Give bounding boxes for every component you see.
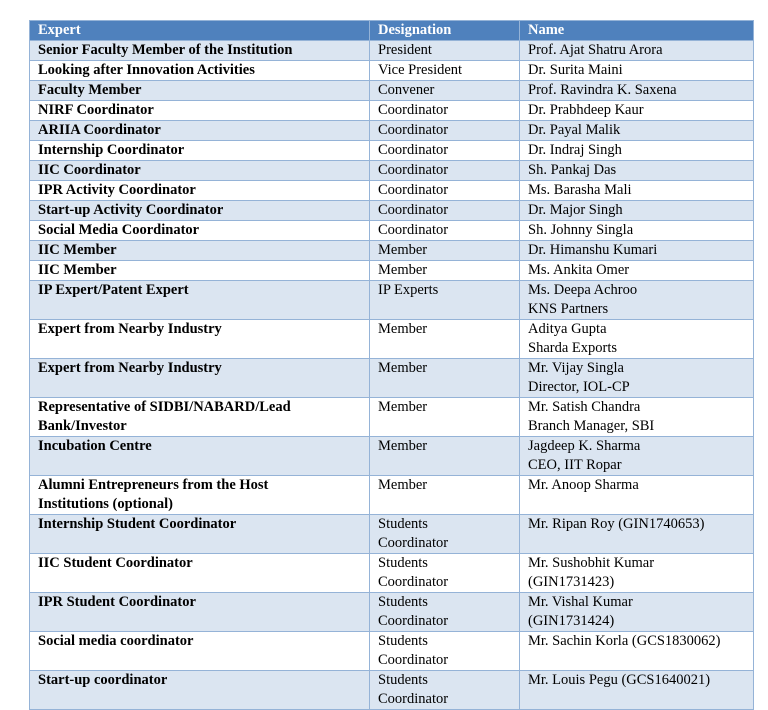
expert-text: Start-up coordinator — [38, 672, 168, 688]
designation-cell — [370, 221, 520, 241]
name-text: Dr. Surita Maini — [528, 62, 623, 78]
designation-text: Students — [378, 672, 428, 688]
name-text: Mr. Ripan Roy (GIN1740653) — [528, 516, 705, 532]
designation-text: Coordinator — [378, 222, 449, 238]
designation-cell — [370, 61, 520, 81]
name-text: Mr. Satish Chandra — [528, 399, 641, 415]
designation-cell — [370, 593, 520, 632]
name-cell — [520, 81, 754, 101]
expert-cell — [30, 201, 370, 221]
expert-cell — [30, 671, 370, 710]
header-row — [30, 21, 754, 41]
name-text: Sharda Exports — [528, 340, 617, 356]
designation-text: Coordinator — [378, 691, 449, 707]
designation-text: Convener — [378, 82, 435, 98]
table-row — [30, 593, 754, 632]
expert-cell — [30, 632, 370, 671]
expert-text: IIC Member — [38, 242, 117, 258]
expert-cell — [30, 437, 370, 476]
expert-text: IIC Coordinator — [38, 162, 141, 178]
designation-text: Coordinator — [378, 202, 449, 218]
name-cell — [520, 554, 754, 593]
name-text: Dr. Prabhdeep Kaur — [528, 102, 644, 118]
name-text: CEO, IIT Ropar — [528, 457, 622, 473]
expert-cell — [30, 221, 370, 241]
expert-text: IP Expert/Patent Expert — [38, 282, 189, 298]
table-row — [30, 632, 754, 671]
name-text: Mr. Vijay Singla — [528, 360, 624, 376]
designation-cell — [370, 161, 520, 181]
name-cell — [520, 121, 754, 141]
name-cell — [520, 281, 754, 320]
name-cell — [520, 261, 754, 281]
designation-text: Coordinator — [378, 535, 449, 551]
name-text: Branch Manager, SBI — [528, 418, 655, 434]
designation-cell — [370, 554, 520, 593]
designation-cell — [370, 81, 520, 101]
expert-cell — [30, 281, 370, 320]
name-text: (GIN1731424) — [528, 613, 615, 629]
name-cell — [520, 101, 754, 121]
table-row — [30, 121, 754, 141]
designation-text: Coordinator — [378, 122, 449, 138]
name-text: Dr. Major Singh — [528, 202, 623, 218]
expert-cell — [30, 61, 370, 81]
name-cell — [520, 632, 754, 671]
table-row — [30, 161, 754, 181]
name-cell — [520, 320, 754, 359]
expert-text: Expert from Nearby Industry — [38, 321, 222, 337]
name-cell — [520, 671, 754, 710]
expert-cell — [30, 515, 370, 554]
designation-cell — [370, 671, 520, 710]
expert-text: Start-up Activity Coordinator — [38, 202, 224, 218]
expert-cell — [30, 593, 370, 632]
name-cell — [520, 41, 754, 61]
designation-cell — [370, 241, 520, 261]
name-text: Dr. Himanshu Kumari — [528, 242, 658, 258]
table-row — [30, 261, 754, 281]
table-row — [30, 141, 754, 161]
expert-text: Looking after Innovation Activities — [38, 62, 255, 78]
expert-text: Bank/Investor — [38, 418, 127, 434]
table-row — [30, 437, 754, 476]
expert-cell — [30, 181, 370, 201]
designation-cell — [370, 398, 520, 437]
designation-cell — [370, 515, 520, 554]
designation-text: Coordinator — [378, 182, 449, 198]
designation-cell — [370, 437, 520, 476]
expert-cell — [30, 81, 370, 101]
table-row — [30, 81, 754, 101]
expert-cell — [30, 554, 370, 593]
expert-text: IIC Member — [38, 262, 117, 278]
name-text: Director, IOL-CP — [528, 379, 630, 395]
name-text: Mr. Vishal Kumar — [528, 594, 633, 610]
expert-cell — [30, 359, 370, 398]
expert-text: NIRF Coordinator — [38, 102, 154, 118]
name-text: Prof. Ajat Shatru Arora — [528, 42, 663, 58]
expert-text: ARIIA Coordinator — [38, 122, 161, 138]
expert-text: Incubation Centre — [38, 438, 152, 454]
designation-cell — [370, 281, 520, 320]
designation-text: Coordinator — [378, 574, 449, 590]
expert-cell — [30, 476, 370, 515]
designation-text: Vice President — [378, 62, 463, 78]
table-row — [30, 359, 754, 398]
designation-text: Member — [378, 438, 428, 454]
table-row — [30, 41, 754, 61]
expert-text: Representative of SIDBI/NABARD/Lead — [38, 399, 291, 415]
designation-cell — [370, 41, 520, 61]
expert-text: Social media coordinator — [38, 633, 194, 649]
table-header — [30, 21, 754, 41]
name-cell — [520, 476, 754, 515]
expert-cell — [30, 320, 370, 359]
name-text: Mr. Sushobhit Kumar — [528, 555, 655, 571]
designation-text: Coordinator — [378, 142, 449, 158]
name-text: Aditya Gupta — [528, 321, 607, 337]
designation-text: Coordinator — [378, 102, 449, 118]
expert-text: Internship Coordinator — [38, 142, 185, 158]
expert-text: IPR Student Coordinator — [38, 594, 196, 610]
name-text: KNS Partners — [528, 301, 609, 317]
name-cell — [520, 61, 754, 81]
table-row — [30, 554, 754, 593]
name-text: (GIN1731423) — [528, 574, 615, 590]
designation-cell — [370, 201, 520, 221]
name-text: Dr. Payal Malik — [528, 122, 621, 138]
designation-cell — [370, 181, 520, 201]
expert-text: Expert from Nearby Industry — [38, 360, 222, 376]
designation-text: Coordinator — [378, 162, 449, 178]
table-row — [30, 241, 754, 261]
name-text: Sh. Johnny Singla — [528, 222, 634, 238]
designation-text: Member — [378, 242, 428, 258]
expert-cell — [30, 261, 370, 281]
expert-cell — [30, 121, 370, 141]
name-text: Ms. Deepa Achroo — [528, 282, 638, 298]
table-row — [30, 61, 754, 81]
expert-text: Institutions (optional) — [38, 496, 173, 512]
designation-text: Students — [378, 555, 428, 571]
table-row — [30, 398, 754, 437]
name-text: Mr. Louis Pegu (GCS1640021) — [528, 672, 711, 688]
designation-text: Member — [378, 399, 428, 415]
designation-text: Member — [378, 321, 428, 337]
designation-cell — [370, 121, 520, 141]
name-text: Jagdeep K. Sharma — [528, 438, 641, 454]
designation-text: Students — [378, 633, 428, 649]
expert-cell — [30, 241, 370, 261]
name-cell — [520, 201, 754, 221]
expert-text: IPR Activity Coordinator — [38, 182, 196, 198]
expert-text: Faculty Member — [38, 82, 142, 98]
designation-text: Coordinator — [378, 652, 449, 668]
designation-text: IP Experts — [378, 282, 439, 298]
name-cell — [520, 437, 754, 476]
table-row — [30, 181, 754, 201]
designation-cell — [370, 476, 520, 515]
name-cell — [520, 181, 754, 201]
name-cell — [520, 141, 754, 161]
expert-text: IIC Student Coordinator — [38, 555, 193, 571]
name-text: Mr. Anoop Sharma — [528, 477, 639, 493]
header-name: Name — [520, 21, 754, 41]
name-text: Ms. Ankita Omer — [528, 262, 630, 278]
name-text: Dr. Indraj Singh — [528, 142, 622, 158]
header-designation: Designation — [370, 21, 520, 41]
expert-text: Internship Student Coordinator — [38, 516, 237, 532]
name-text: Prof. Ravindra K. Saxena — [528, 82, 677, 98]
expert-text: Social Media Coordinator — [38, 222, 200, 238]
name-cell — [520, 221, 754, 241]
designation-text: Member — [378, 360, 428, 376]
expert-cell — [30, 161, 370, 181]
table-row — [30, 671, 754, 710]
table-body — [30, 41, 754, 710]
designation-text: Member — [378, 477, 428, 493]
expert-cell — [30, 41, 370, 61]
name-cell — [520, 515, 754, 554]
table-row — [30, 281, 754, 320]
name-cell — [520, 161, 754, 181]
designation-cell — [370, 632, 520, 671]
designation-text: Member — [378, 262, 428, 278]
name-cell — [520, 593, 754, 632]
designation-cell — [370, 141, 520, 161]
expert-cell — [30, 398, 370, 437]
name-text: Sh. Pankaj Das — [528, 162, 617, 178]
table-row — [30, 476, 754, 515]
name-text: Mr. Sachin Korla (GCS1830062) — [528, 633, 721, 649]
table-row — [30, 101, 754, 121]
table-row — [30, 221, 754, 241]
name-text: Ms. Barasha Mali — [528, 182, 632, 198]
expert-text: Alumni Entrepreneurs from the Host — [38, 477, 269, 493]
designation-cell — [370, 320, 520, 359]
expert-cell — [30, 141, 370, 161]
designation-text: Students — [378, 594, 428, 610]
designation-cell — [370, 101, 520, 121]
designation-cell — [370, 261, 520, 281]
expert-text: Senior Faculty Member of the Institution — [38, 42, 293, 58]
header-expert: Expert — [30, 21, 370, 41]
expert-cell — [30, 101, 370, 121]
name-cell — [520, 359, 754, 398]
table-row — [30, 515, 754, 554]
designation-text: Coordinator — [378, 613, 449, 629]
table-row — [30, 201, 754, 221]
name-cell — [520, 398, 754, 437]
designation-text: Students — [378, 516, 428, 532]
designation-text: President — [378, 42, 432, 58]
designation-cell — [370, 359, 520, 398]
name-cell — [520, 241, 754, 261]
committee-table — [29, 20, 754, 710]
table-row — [30, 320, 754, 359]
